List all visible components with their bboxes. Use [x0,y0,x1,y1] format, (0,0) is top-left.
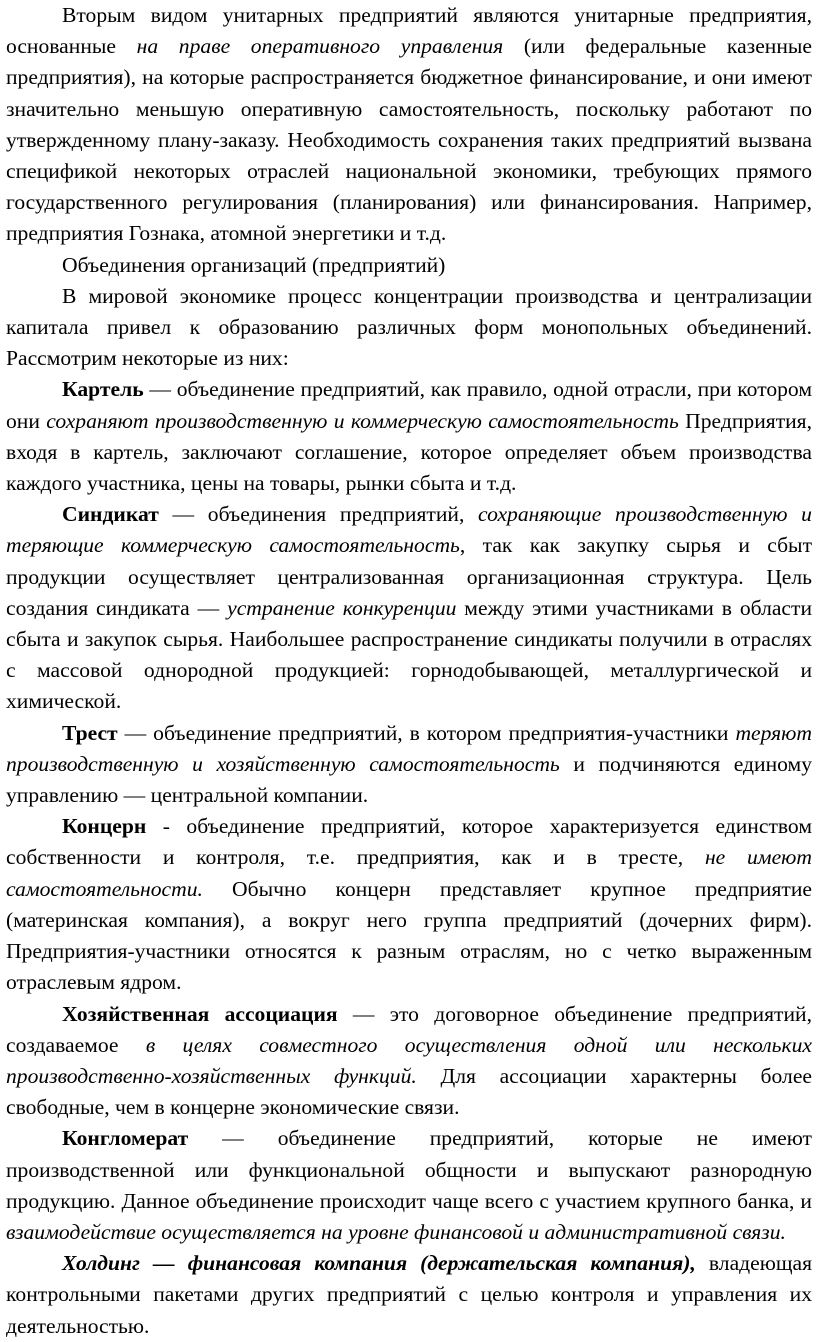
paragraph-conglomerate [6,1123,812,1248]
body-text: владеющая контрольными пакетами других предприятий с целью контроля и управления их деятельностью. [6,1251,812,1338]
emphasis-text: сохраняют производственную и коммерческую самостоятельность [46,408,679,433]
term-text: Концерн [62,814,147,839]
body-text: — это договорное объединение предприятий, создаваемое [6,1001,812,1057]
paragraph-unitary-operational [6,0,812,250]
emphasis-text: устранение конкуренции [227,595,457,620]
body-text: между этими участниками в области сбыта и закупок сырья. Наибольшее распространение синдикаты получили в отраслях с массовой однородной продукцией: горнодобывающей, металлургической и химической. [6,595,813,714]
body-text: Обычно концерн представляет крупное предприятие (материнская компания), а вокруг него группа предприятий (дочерних фирм). Предприятия-участники относятся к разным отраслям, но с четко выраженным отраслевым ядром. [6,876,812,995]
body-text: Предприятия, входя в картель, заключают соглашение, которое определяет объем производства каждого участника, цены на товары, рынки сбыта и т.д. [6,408,813,496]
term-text: Трест [62,720,118,745]
term-text: Конгломерат [62,1126,189,1151]
term-text: Холдинг — финансовая компания (держательская компания), [62,1251,696,1276]
body-text: — объединение предприятий, которые не имеют производственной или функциональной общности и выпускают разнородную продукцию. Данное объединение происходит чаще всего с участием крупного банка, и [6,1126,812,1213]
body-text: Вторым видом унитарных предприятий являются унитарные предприятия, основанные [6,3,812,59]
body-text: В мировой экономике процесс концентрации производства и централизации капитала привел к образованию различных форм монопольных объединений. Рассмотрим некоторые из них: [6,283,812,371]
term-text: Синдикат [62,502,159,527]
paragraph-concern [6,811,812,998]
emphasis-text: сохраняющие производственную и теряющие коммерческую самостоятельность [6,502,812,558]
body-text: — объединения предприятий, [158,502,479,527]
body-text: , так как закупку сырья и сбыт продукции осуществляет централизованная организационная структура. Цель создания синдиката — [6,533,813,620]
emphasis-text: на праве оперативного управления [136,34,504,59]
section-heading-associations [6,250,812,281]
body-text: и подчиняются единому управлению — центральной компании. [6,751,812,808]
body-text: Объединения организаций (предприятий) [62,252,446,277]
body-text: (или федеральные казенные предприятия), на которые распространяется бюджетное финансирование, и они имеют значительно меньшую оперативную самостоятельность, поскольку работают по утвержденному плану-заказу. Необходимость сохранения таких предприятий вызвана спецификой некоторых отраслей национальной экономики, требующих прямого государственного регулирования (планирования) или финансирования. Например, предприятия Гознака, атомной энергетики и т.д. [6,34,812,246]
paragraph-syndicate [6,499,812,717]
paragraph-monopoly-intro [6,281,812,375]
body-text: Для ассоциации характерны более свободные, чем в концерне экономические связи. [6,1063,812,1120]
body-text: — объединение предприятий, в котором предприятия-участники [117,720,736,745]
body-text: - объединение предприятий, которое характеризуется единством собственности и контроля, т.е. предприятия, как и в тресте, [6,814,812,870]
paragraph-cartel [6,374,812,499]
paragraph-economic-association [6,999,812,1124]
emphasis-text: не имеют самостоятельности. [6,845,812,901]
paragraph-holding [6,1248,812,1342]
term-text: Хозяйственная ассоциация [62,1001,338,1026]
emphasis-text: взаимодействие осуществляется на уровне финансовой и административной связи. [6,1219,786,1244]
paragraph-trust [6,718,812,812]
emphasis-text: в целях совместного осуществления одной или нескольких производственно-хозяйственных функций. [6,1032,812,1088]
term-text: Картель [62,377,144,402]
body-text: — объединение предприятий, как правило, одной отрасли, при котором они [6,377,812,433]
emphasis-text: теряют производственную и хозяйственную самостоятельность [6,720,812,776]
